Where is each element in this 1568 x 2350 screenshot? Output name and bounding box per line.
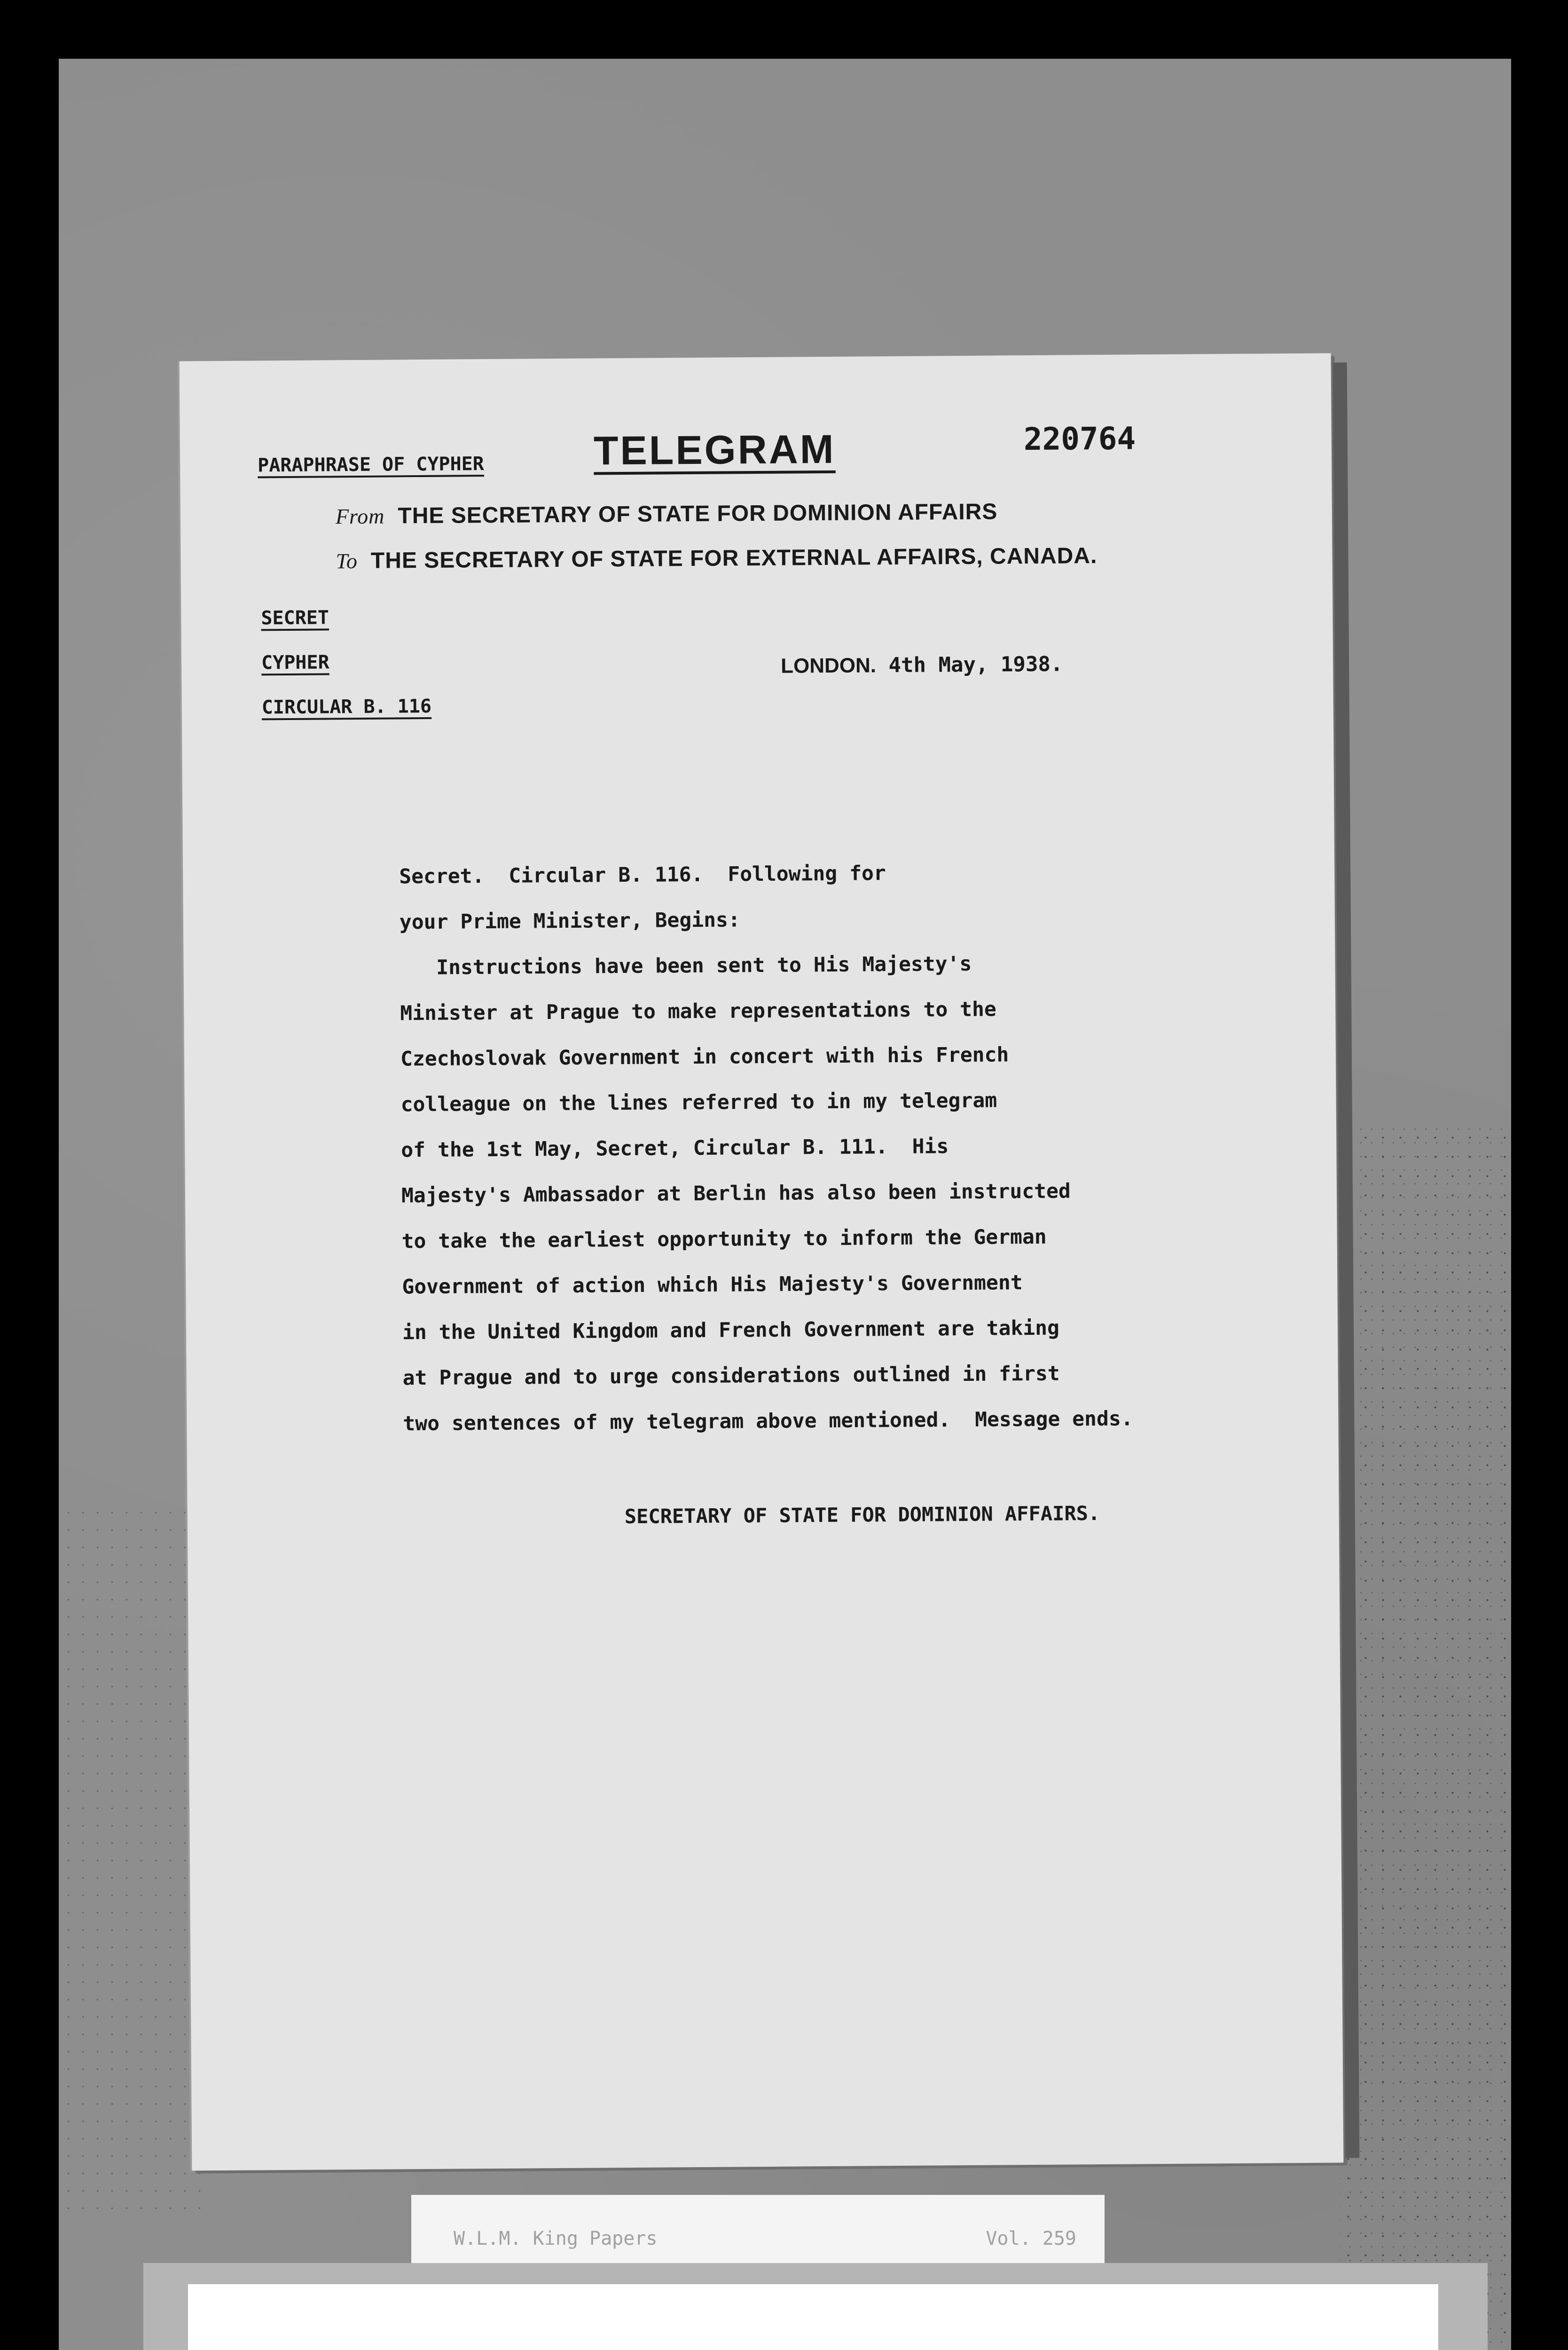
collection-label: W.L.M. King Papers <box>454 2228 658 2249</box>
telegram-heading: TELEGRAM <box>593 426 836 474</box>
from-text: THE SECRETARY OF STATE FOR DOMINION AFFAIRS <box>398 499 998 529</box>
message-body: Secret. Circular B. 116. Following for your Prime Minister, Begins: Instructions have been sent to His Majesty's Minister at Prague to make representations to the Czechoslovak Government in concert with his French colleague on the lines referred to in my telegram of the 1st May, Secret, Circular B. 111. His Majesty's Ambassador at Berlin has also been instructed to take the earliest opportunity to inform the German Government of action which His Majesty's Government in the United Kingdom and French Government are taking at Prague and to urge considerations outlined in first two sentences of my telegram above mentioned. Message ends. <box>399 862 1133 1436</box>
film-speckle <box>1340 1128 1509 2350</box>
circular-tag: CIRCULAR B. 116 <box>261 695 432 719</box>
archives-stamp <box>188 2284 1438 2350</box>
paraphrase-heading: PARAPHRASE OF CYPHER <box>257 453 484 477</box>
telegram-sheet <box>180 353 1344 2170</box>
volume-label: Vol. 259 <box>986 2228 1076 2249</box>
to-text: THE SECRETARY OF STATE FOR EXTERNAL AFFAIRS, CANADA. <box>370 543 1098 573</box>
to-label: To <box>336 548 358 573</box>
reference-number: 220764 <box>1023 420 1136 458</box>
from-line <box>336 499 998 529</box>
cypher-tag: CYPHER <box>261 651 329 674</box>
date: 4th May, 1938. <box>888 652 1063 678</box>
place-date <box>781 652 1063 678</box>
secret-tag: SECRET <box>261 607 329 629</box>
place: LONDON. <box>780 654 877 678</box>
from-label: From <box>335 504 385 529</box>
to-line <box>336 543 1097 574</box>
signature: SECRETARY OF STATE FOR DOMINION AFFAIRS. <box>624 1501 1100 1528</box>
